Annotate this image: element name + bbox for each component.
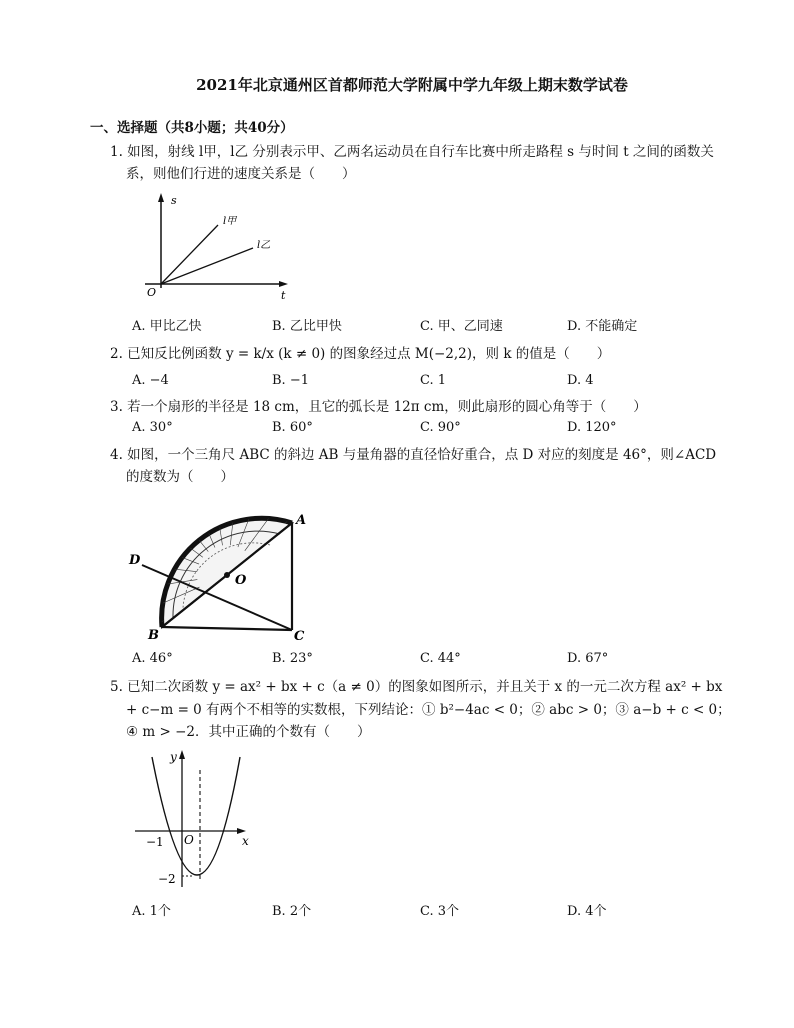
protractor-tick [193, 488, 199, 502]
protractor-tick [175, 494, 185, 509]
q4-label-o: O [235, 573, 247, 588]
protractor-tick [163, 503, 175, 516]
q1-line-jia [161, 225, 218, 284]
q5-option-b[interactable]: B. 2个 [272, 904, 312, 919]
protractor-tick [179, 492, 188, 508]
q5-figure [130, 745, 260, 893]
protractor-tick [198, 488, 203, 501]
q5-option-d[interactable]: D. 4个 [567, 904, 607, 919]
q4-option-c[interactable]: C. 44° [420, 651, 461, 666]
protractor-tick [266, 492, 275, 508]
protractor-tick [137, 603, 154, 609]
protractor-tick [144, 614, 160, 623]
protractor-tick [184, 489, 192, 505]
q5-line2: + c−m = 0 有两个不相等的实数根，下列结论：① b²−4ac < 0；② abc > 0；③ a−b + c < 0； [126, 702, 731, 718]
q5-label-neg2: −2 [158, 872, 176, 886]
protractor-tick [136, 545, 153, 551]
q3-option-d[interactable]: D. 120° [567, 420, 617, 435]
page-title: 2021年北京通州区首都师范大学附属中学九年级上期末数学试卷 [196, 76, 628, 94]
center-o [224, 572, 230, 578]
triangle-side-bc [162, 627, 292, 630]
protractor-tick [244, 488, 248, 499]
q1-option-a[interactable]: A. 甲比乙快 [132, 319, 202, 334]
protractor-tick [203, 488, 208, 500]
q3-option-b[interactable]: B. 60° [272, 420, 313, 435]
protractor-tick [208, 488, 212, 499]
q1-label-t: t [281, 289, 286, 302]
protractor-tick [147, 522, 162, 532]
section-heading: 一、选择题（共8小题；共40分） [90, 120, 294, 136]
q4-label-a: A [296, 513, 307, 528]
protractor-tick [160, 507, 173, 520]
protractor-tick [136, 599, 153, 604]
protractor-tick [131, 583, 149, 585]
protractor-tick [146, 617, 161, 627]
q1-option-c[interactable]: C. 甲、乙同速 [420, 319, 503, 334]
q4-option-d[interactable]: D. 67° [567, 651, 609, 666]
q1-line-yi [161, 248, 253, 284]
q2-line1: 2. 已知反比例函数 y = k/x (k ≠ 0) 的图象经过点 M(−2,2)，则 k 的值是（ ） [110, 346, 611, 362]
protractor-tick [252, 488, 258, 501]
protractor-tick [218, 488, 220, 497]
protractor-tick [144, 527, 160, 536]
q4-option-b[interactable]: B. 23° [272, 651, 313, 666]
q5-label-neg1: −1 [146, 835, 164, 849]
protractor-tick [131, 579, 149, 580]
q2-option-c[interactable]: C. 1 [420, 373, 447, 388]
q5-parabola [152, 757, 240, 875]
q4-label-d: D [129, 553, 141, 568]
protractor-tick [140, 535, 156, 542]
q1-line1: 1. 如图，射线 l甲，l乙 分别表示甲、乙两名运动员在自行车比赛中所走路程 s 与时间 t 之间的函数关 [110, 144, 714, 160]
q5-label-o: O [184, 833, 194, 847]
protractor-tick [134, 595, 151, 600]
protractor-tick [153, 514, 167, 525]
protractor-tick [171, 497, 181, 512]
protractor-tick [150, 518, 203, 557]
protractor-tick [248, 488, 253, 500]
q4-figure [125, 488, 315, 645]
q1-option-d[interactable]: D. 不能确定 [567, 319, 638, 334]
q1-figure [125, 190, 295, 305]
q3-option-c[interactable]: C. 90° [420, 420, 461, 435]
q5-option-c[interactable]: C. 3个 [420, 904, 460, 919]
protractor-tick [223, 488, 224, 497]
q5-label-x: x [242, 834, 249, 848]
protractor-tick [270, 495, 280, 510]
q5-line3: ④ m > −2．其中正确的个数有（ ） [126, 724, 371, 740]
protractor-tick [142, 531, 158, 539]
q2-option-b[interactable]: B. −1 [272, 373, 309, 388]
q4-label-b: B [148, 628, 159, 643]
protractor-tick [167, 500, 208, 552]
q1-option-b[interactable]: B. 乙比甲快 [272, 319, 342, 334]
protractor-tick [156, 510, 169, 522]
q4-line2: 的度数为（ ） [126, 469, 234, 485]
protractor-tick [280, 504, 292, 517]
q1-label-s: s [171, 194, 177, 207]
q2-option-a[interactable]: A. −4 [132, 373, 169, 388]
q4-option-a[interactable]: A. 46° [132, 651, 173, 666]
q3-option-a[interactable]: A. 30° [132, 420, 173, 435]
protractor-tick [232, 488, 233, 497]
protractor-tick [263, 490, 271, 506]
protractor-tick [131, 569, 149, 570]
q1-label-o: O [147, 286, 157, 299]
protractor-tick [133, 591, 151, 595]
protractor-tick [240, 488, 243, 498]
q5-option-a[interactable]: A. 1个 [132, 904, 171, 919]
q5-label-y: y [170, 750, 177, 764]
q1-label-ljia: l甲 [223, 216, 237, 227]
q2-option-d[interactable]: D. 4 [567, 373, 594, 388]
q4-label-c: C [294, 629, 305, 644]
q3-line1: 3. 若一个扇形的半径是 18 cm，且它的弧长是 12π cm，则此扇形的圆心角等于（ ） [110, 399, 647, 415]
q1-line2: 系，则他们行进的速度关系是（ ） [126, 166, 356, 182]
q5-line1: 5. 已知二次函数 y = ax² + bx + c（a ≠ 0）的图象如图所示，并且关于 x 的一元二次方程 ax² + bx [110, 679, 723, 695]
q4-line1: 4. 如图，一个三角尺 ABC 的斜边 AB 与量角器的直径恰好重合，点 D 对应的刻度是 46°，则∠ACD [110, 447, 717, 463]
protractor-tick [259, 488, 266, 504]
q1-label-lyi: l乙 [257, 240, 271, 251]
protractor-tick [282, 508, 295, 521]
protractor-tick [141, 610, 157, 618]
protractor-tick [276, 501, 287, 515]
